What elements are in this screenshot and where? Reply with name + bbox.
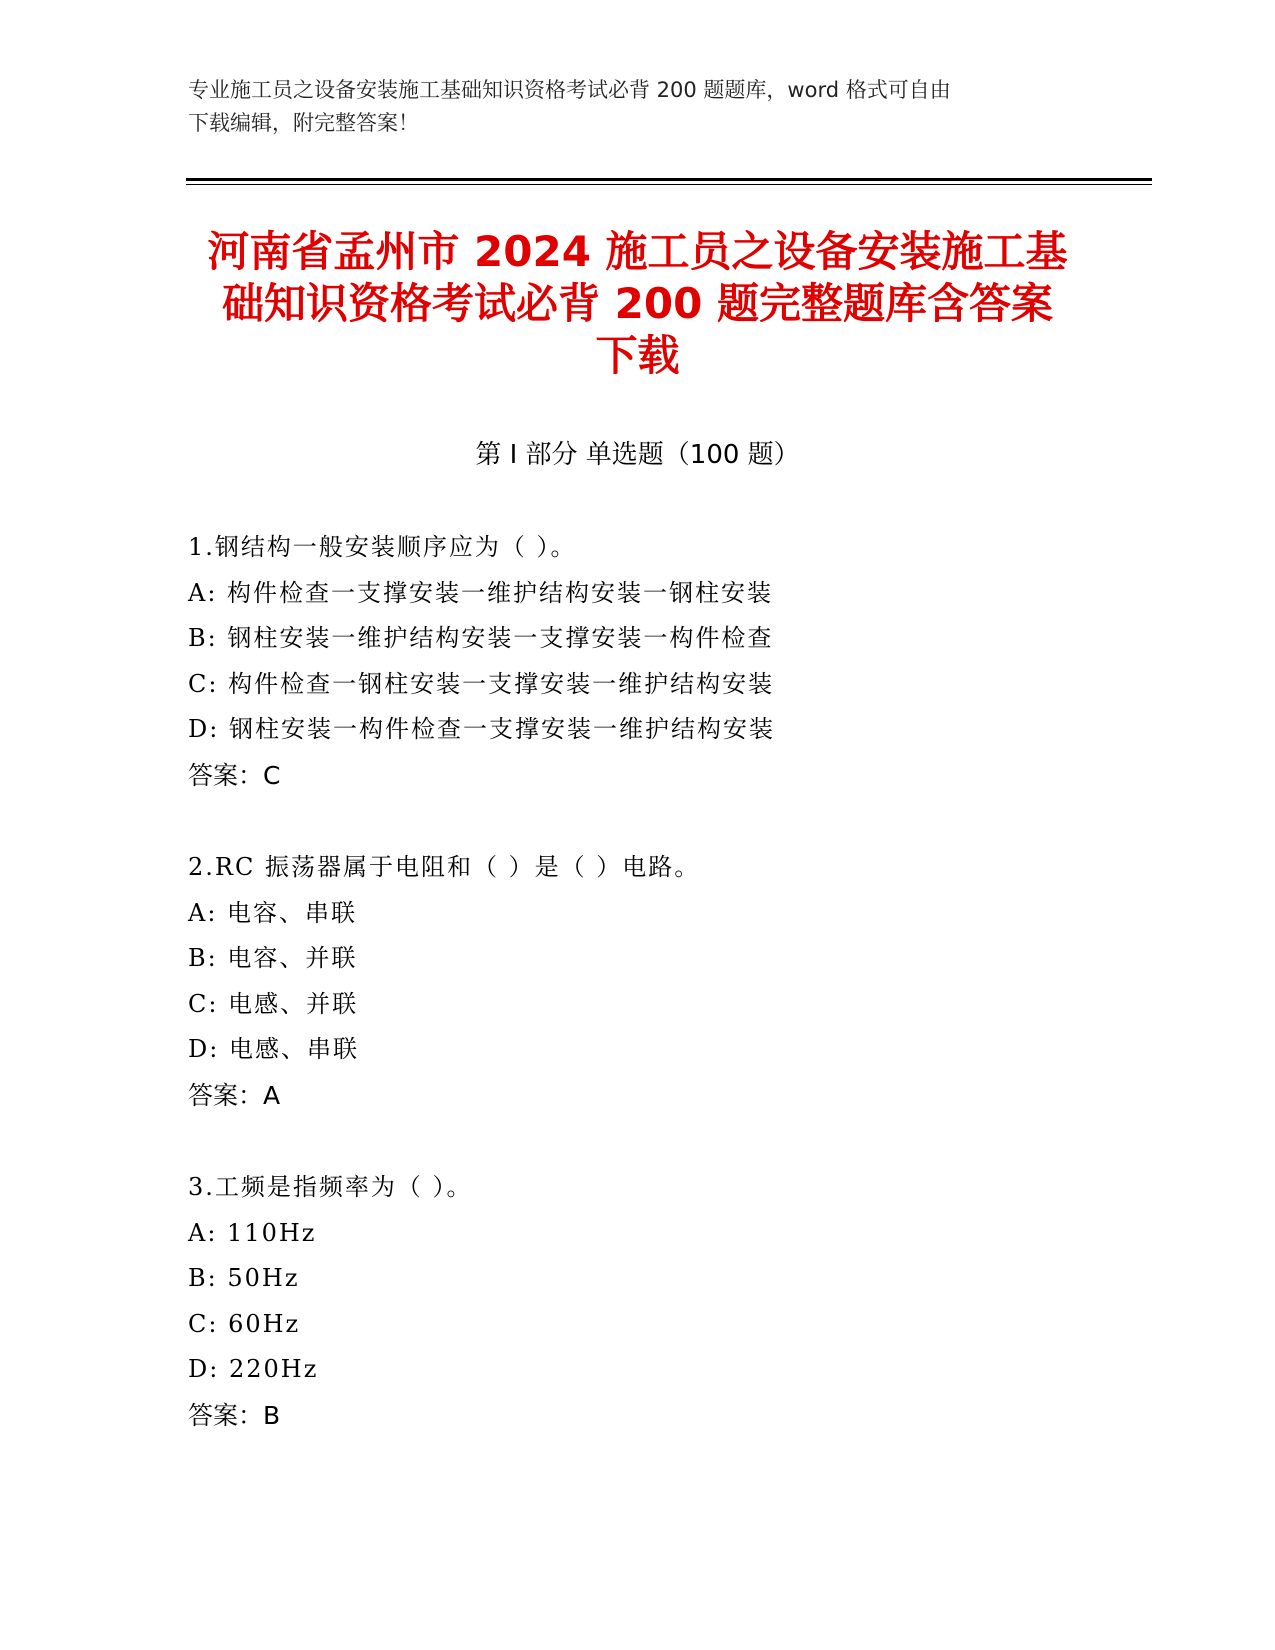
title-line-1: 河南省孟州市 2024 施工员之设备安装施工基 xyxy=(207,227,1068,276)
question-2 xyxy=(188,845,1148,1118)
question-stem: 3.工频是指频率为（ ）。 xyxy=(188,1173,473,1201)
question-list xyxy=(188,525,1148,1485)
option-c: C: 构件检查一钢柱安装一支撑安装一维护结构安装 xyxy=(188,669,775,698)
header-divider-thick xyxy=(186,178,1152,181)
option-a: A: 构件检查一支撑安装一维护结构安装一钢柱安装 xyxy=(188,578,774,607)
header-note xyxy=(188,74,1088,140)
document-title xyxy=(160,226,1115,382)
header-divider-thin xyxy=(186,184,1152,185)
option-d: D: 电感、串联 xyxy=(188,1035,359,1063)
header-note-line-2: 下载编辑，附完整答案！ xyxy=(188,111,419,135)
option-b: B: 钢柱安装一维护结构安装一支撑安装一构件检查 xyxy=(188,624,774,652)
question-3 xyxy=(188,1165,1148,1438)
option-c: C: 60Hz xyxy=(188,1309,301,1338)
title-line-3: 下载 xyxy=(595,331,680,380)
title-line-2: 础知识资格考试必背 200 题完整题库含答案 xyxy=(222,279,1053,328)
answer-line: 答案：A xyxy=(188,1080,281,1110)
option-c: C: 电感、并联 xyxy=(188,989,359,1018)
section-heading: 第 I 部分 单选题（100 题） xyxy=(475,440,800,470)
option-a: A: 110Hz xyxy=(188,1218,317,1247)
option-d: D: 钢柱安装一构件检查一支撑安装一维护结构安装 xyxy=(188,715,775,743)
question-1 xyxy=(188,525,1148,798)
answer-line: 答案：C xyxy=(188,760,281,790)
option-b: B: 电容、并联 xyxy=(188,944,358,972)
answer-line: 答案：B xyxy=(188,1400,281,1430)
option-d: D: 220Hz xyxy=(188,1355,319,1383)
option-a: A: 电容、串联 xyxy=(188,898,358,927)
question-stem: 2.RC 振荡器属于电阻和（ ）是（ ）电路。 xyxy=(188,853,701,881)
option-b: B: 50Hz xyxy=(188,1264,300,1292)
question-stem: 1.钢结构一般安装顺序应为（ ）。 xyxy=(188,533,577,561)
header-note-line-1: 专业施工员之设备安装施工基础知识资格考试必背 200 题题库，word 格式可自由 xyxy=(188,78,951,102)
